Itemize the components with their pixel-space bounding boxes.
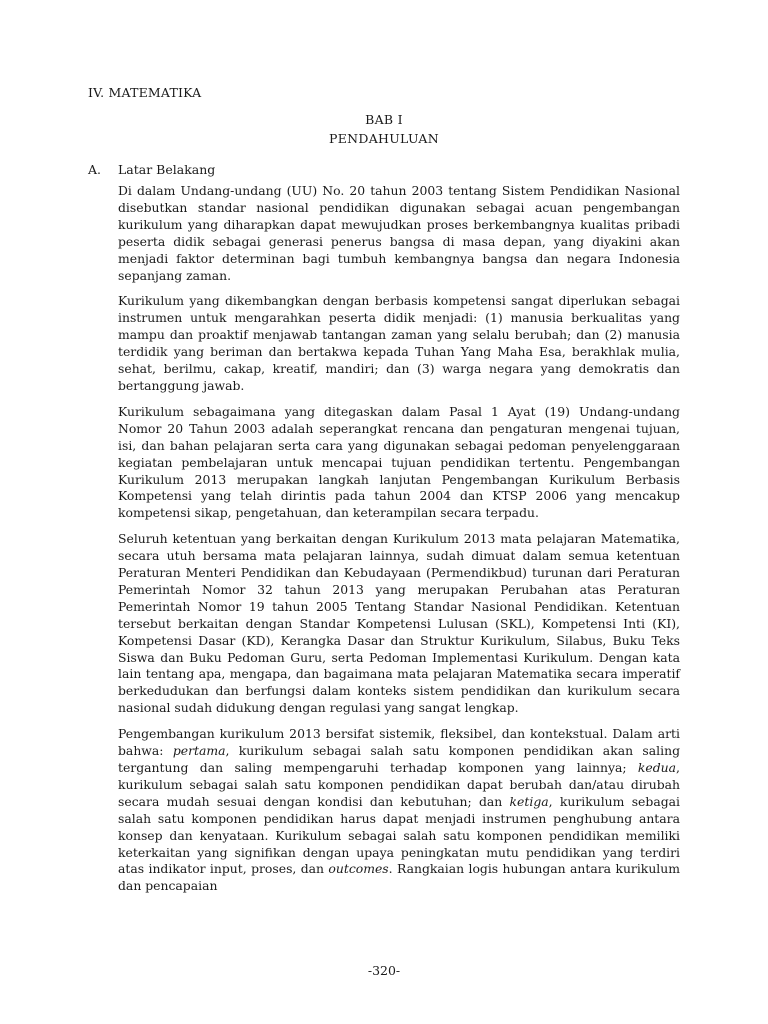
- paragraph-5-italic: kedua: [637, 760, 677, 775]
- paragraph-5-text: , kurikulum sebagai salah satu komponen pendidikan dapat berubah dan/atau dirubah secara mudah sesuai dengan kondisi dan kebutuhan; dan: [118, 760, 680, 809]
- paragraph-3: Kurikulum sebagaimana yang ditegaskan dalam Pasal 1 Ayat (19) Undang-undang Nomor 20 Tahun 2003 adalah seperangkat rencana dan pengaturan mengenai tujuan, isi, dan bahan pelajaran serta cara yang digunakan sebagai pedoman penyelenggaraan kegiatan pembelajaran untuk mencapai tujuan pendidikan tertentu. Pengembangan Kurikulum 2013 merupakan langkah lanjutan Pengembangan Kurikulum Berbasis Kompetensi yang telah dirintis pada tahun 2004 dan KTSP 2006 yang mencakup kompetensi sikap, pengetahuan, dan keterampilan secara terpadu.: [118, 403, 680, 521]
- body-text: [118, 183, 680, 895]
- chapter-heading: IV. MATEMATIKA: [88, 85, 202, 100]
- paragraph-5-text: . Rangkaian logis hubungan antara kurikulum dan pencapaian: [118, 861, 680, 894]
- paragraph-1: Di dalam Undang-undang (UU) No. 20 tahun 2003 tentang Sistem Pendidikan Nasional disebutkan standar nasional pendidikan digunakan sebagai acuan pengembangan kurikulum yang diharapkan dapat mewujudkan proses berkembangnya kualitas pribadi peserta didik sebagai generasi penerus bangsa di masa depan, yang diyakini akan menjadi faktor determinan bagi tumbuh kembangnya bangsa dan negara Indonesia sepanjang zaman.: [118, 183, 680, 283]
- paragraph-5-text: , kurikulum sebagai salah satu komponen pendidikan harus dapat menjadi instrumen penghubung antara konsep dan kenyataan. Kurikulum sebagai salah satu komponen pendidikan memiliki keterkaitan yang signifikan dengan upaya peningkatan mutu pendidikan yang terdiri atas indikator input, proses, dan: [118, 793, 680, 877]
- bab-title: PENDAHULUAN: [329, 131, 439, 146]
- paragraph-2: Kurikulum yang dikembangkan dengan berbasis kompetensi sangat diperlukan sebagai instrumen untuk mengarahkan peserta didik menjadi: (1) manusia berkualitas yang mampu dan proaktif menjawab tantangan zaman yang selalu berubah; dan (2) manusia terdidik yang beriman dan bertakwa kepada Tuhan Yang Maha Esa, berakhlak mulia, sehat, berilmu, cakap, kreatif, mandiri; dan (3) warga negara yang demokratis dan bertanggung jawab.: [118, 293, 680, 393]
- paragraph-5-italic: ketiga: [509, 793, 549, 809]
- section-letter: A.: [88, 162, 102, 177]
- section-title: Latar Belakang: [118, 162, 216, 177]
- bab-number: BAB I: [365, 112, 403, 127]
- paragraph-5-text: Pengembangan kurikulum 2013 bersifat sistemik, fleksibel, dan kontekstual. Dalam arti bahwa:: [118, 726, 680, 759]
- paragraph-4: Seluruh ketentuan yang berkaitan dengan Kurikulum 2013 mata pelajaran Matematika, secara utuh bersama mata pelajaran lainnya, sudah dimuat dalam semua ketentuan Peraturan Menteri Pendidikan dan Kebudayaan (Permendikbud) turunan dari Peraturan Pemerintah Nomor 32 tahun 2013 yang merupakan Perubahan atas Peraturan Pemerintah Nomor 19 tahun 2005 Tentang Standar Nasional Pendidikan. Ketentuan tersebut berkaitan dengan Standar Kompetensi Lulusan (SKL), Kompetensi Inti (KI), Kompetensi Dasar (KD), Kerangka Dasar dan Struktur Kurikulum, Silabus, Buku Teks Siswa dan Buku Pedoman Guru, serta Pedoman Implementasi Kurikulum. Dengan kata lain tentang apa, mengapa, dan bagaimana mata pelajaran Matematika secara imperatif berkedudukan dan berfungsi dalam konteks sistem pendidikan dan kurikulum secara nasional sudah didukung dengan regulasi yang sangat lengkap.: [118, 531, 680, 716]
- paragraph-5-italic: outcomes: [328, 861, 389, 877]
- page-number: -320-: [367, 963, 401, 978]
- paragraph-5: [118, 726, 680, 895]
- paragraph-5-italic: pertama: [172, 743, 226, 759]
- paragraph-5-text: , kurikulum sebagai salah satu komponen pendidikan akan saling tergantung dan saling mempengaruhi terhadap komponen yang lainnya;: [118, 743, 680, 775]
